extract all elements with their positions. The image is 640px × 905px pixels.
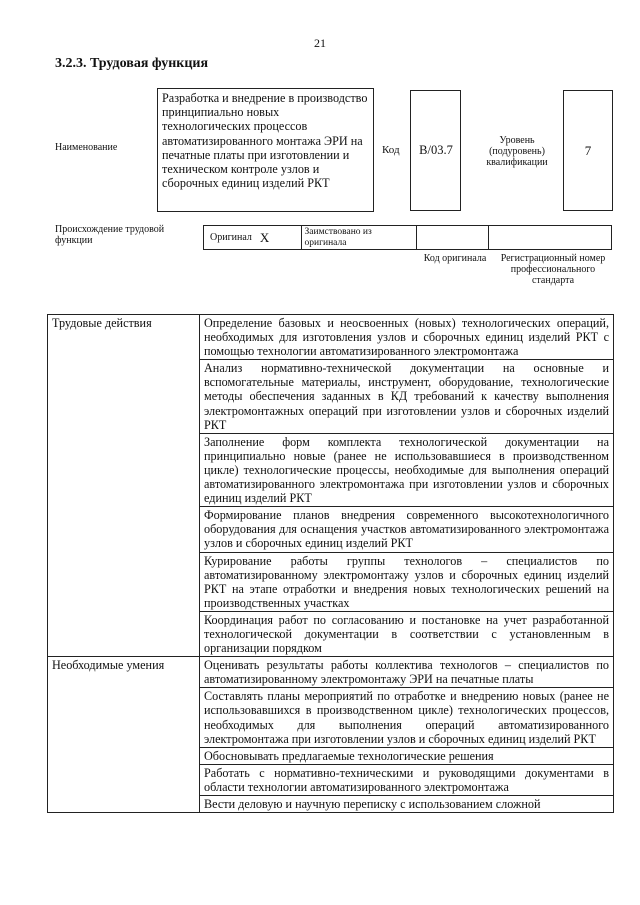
original-label: Оригинал bbox=[210, 232, 252, 243]
page-number: 21 bbox=[314, 36, 326, 50]
function-name-box: Разработка и внедрение в производство принципиально новых технологических процессов автоматизированного монтажа ЭРИ на печатные платы при изготовлении и техническом контроле узлов и сборочных единиц изделий РКТ bbox=[157, 88, 374, 212]
borrowed-label: Заимствовано из оригинала bbox=[302, 226, 417, 249]
labor-action-item: Определение базовых и неосвоенных (новых) технологических операций, необходимых для изготовления узлов и сборочных единиц изделий РКТ с помощью технологии автоматизированного электромонтажа bbox=[200, 315, 614, 360]
labor-action-item: Курирование работы группы технологов – специалистов по автоматизированному электромонтажу узлов и сборочных единиц изделий РКТ на этапе отработки и внедрения новых технологических решений на производственных участках bbox=[200, 552, 614, 611]
skill-item: Оценивать результаты работы коллектива технологов – специалистов по автоматизированному электромонтажу ЭРИ на печатные платы bbox=[200, 657, 614, 688]
function-table bbox=[47, 314, 614, 813]
original-mark: X bbox=[259, 229, 270, 245]
labor-action-item: Формирование планов внедрения современного высокотехнологичного оборудования для оснащения участков автоматизированного электромонтажа узлов и сборочных единиц изделий РКТ bbox=[200, 507, 614, 552]
labor-action-item: Анализ нормативно-технической документации на основные и вспомогательные материалы, инструмент, оборудование, технологические методы обеспечения заданных в КД требований к качеству выполнения электромонтажных операций при изготовлении узлов и сборочных изделий РКТ bbox=[200, 360, 614, 433]
level-label: Уровень (подуровень) квалификации bbox=[486, 135, 548, 168]
code-original-cell bbox=[417, 226, 489, 249]
origin-label: Происхождение трудовой функции bbox=[55, 224, 165, 246]
skill-item: Работать с нормативно-техническими и руководящими документами в области технологии автоматизированного электромонтажа bbox=[200, 764, 614, 795]
registration-label: Регистрационный номер профессионального стандарта bbox=[500, 253, 606, 286]
labor-action-item: Заполнение форм комплекта технологической документации на принципиально новые (ранее не использовавшиеся в производственном цикле) технологические процессы, необходимые для выполнения операций автоматизированного электромонтажа при изготовлении узлов и сборочных единиц изделий РКТ bbox=[200, 433, 614, 506]
skill-item: Вести деловую и научную переписку с использованием сложной bbox=[200, 796, 614, 813]
skill-item: Составлять планы мероприятий по отработке и внедрению новых (ранее не использовавшихся в производственном цикле) технологических процессов, необходимых для выполнения операций автоматизированного электромонтажа при изготовлении узлов и сборочных единиц изделий РКТ bbox=[200, 688, 614, 747]
origin-box bbox=[203, 225, 612, 250]
skill-item: Обосновывать предлагаемые технологические решения bbox=[200, 747, 614, 764]
labor-action-item: Координация работ по согласованию и постановке на учет разработанной технологической документации в соответствии с установленным в организации порядком bbox=[200, 611, 614, 656]
skills-label: Необходимые умения bbox=[48, 657, 200, 813]
name-label: Наименование bbox=[55, 142, 118, 153]
level-value: 7 bbox=[584, 143, 592, 158]
code-label: Код bbox=[382, 144, 400, 156]
code-original-label: Код оригинала bbox=[423, 253, 487, 264]
labor-actions-label: Трудовые действия bbox=[48, 315, 200, 657]
table-row bbox=[48, 657, 614, 688]
registration-cell bbox=[489, 226, 611, 249]
table-row bbox=[48, 315, 614, 360]
code-value: B/03.7 bbox=[419, 143, 453, 157]
section-title: 3.2.3. Трудовая функция bbox=[55, 56, 209, 71]
original-cell bbox=[204, 226, 302, 249]
